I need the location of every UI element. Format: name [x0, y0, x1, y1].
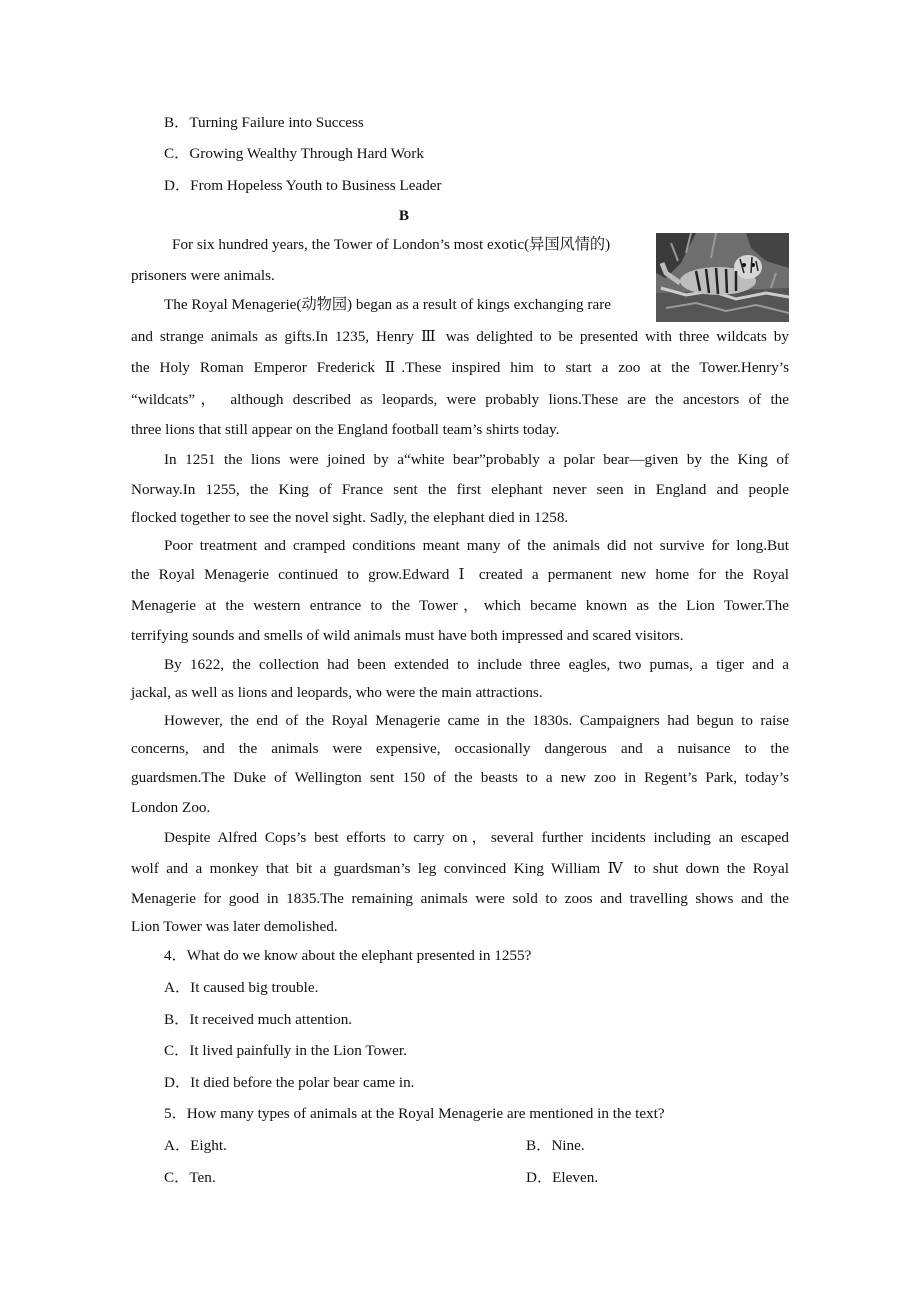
prev-option-c: C．Growing Wealthy Through Hard Work — [164, 145, 424, 162]
prev-option-b: B．Turning Failure into Success — [164, 114, 364, 131]
passage-p6-line4: London Zoo. — [131, 799, 211, 816]
passage-p7-line2: wolf and a monkey that bit a guardsman’s leg convinced King William Ⅳ to shut down the Royal — [131, 860, 789, 877]
passage-p2-line2: and strange animals as gifts.In 1235, Henry Ⅲ was delighted to be presented with three wildcats by — [131, 328, 789, 345]
question-5-stem: 5．How many types of animals at the Royal Menagerie are mentioned in the text? — [164, 1105, 665, 1122]
question-4-stem: 4．What do we know about the elephant presented in 1255? — [164, 947, 532, 964]
q4-option-d[interactable]: D．It died before the polar bear came in. — [164, 1074, 415, 1091]
passage-p1-line2: prisoners were animals. — [131, 267, 275, 284]
passage-p7-line4: Lion Tower was later demolished. — [131, 918, 338, 935]
passage-p3-line2: Norway.In 1255, the King of France sent the first elephant never seen in England and people — [131, 481, 789, 498]
q4-option-c[interactable]: C．It lived painfully in the Lion Tower. — [164, 1042, 407, 1059]
passage-p4-line3: Menagerie at the western entrance to the Tower，which became known as the Lion Tower.The — [131, 597, 789, 614]
passage-p4-line4: terrifying sounds and smells of wild animals must have both impressed and scared visitors. — [131, 627, 684, 644]
passage-p1-line1: For six hundred years, the Tower of London’s most exotic(异国风情的) — [172, 236, 611, 253]
passage-p5-line1: By 1622, the collection had been extended to include three eagles, two pumas, a tiger and a — [164, 656, 789, 673]
passage-p6-line3: guardsmen.The Duke of Wellington sent 150 of the beasts to a new zoo in Regent’s Park, today’s — [131, 769, 789, 786]
passage-p7-line1: Despite Alfred Cops’s best efforts to carry on，several further incidents including an escaped — [164, 829, 789, 846]
passage-p7-line3: Menagerie for good in 1835.The remaining animals were sold to zoos and travelling shows and the — [131, 890, 789, 907]
q4-option-b[interactable]: B．It received much attention. — [164, 1011, 353, 1028]
q5-option-d[interactable]: D．Eleven. — [526, 1169, 599, 1186]
passage-p2-line1: The Royal Menagerie(动物园) began as a result of kings exchanging rare — [164, 296, 612, 313]
passage-p4-line2: the Royal Menagerie continued to grow.Edward Ⅰ created a permanent new home for the Royal — [131, 566, 789, 583]
passage-p4-line1: Poor treatment and cramped conditions meant many of the animals did not survive for long.But — [164, 537, 789, 554]
passage-p3-line3: flocked together to see the novel sight. Sadly, the elephant died in 1258. — [131, 509, 569, 526]
passage-p3-line1: In 1251 the lions were joined by a“white bear”probably a polar bear—given by the King of — [164, 451, 789, 468]
passage-p2-line3: the Holy Roman Emperor Frederick Ⅱ.These inspired him to start a zoo at the Tower.Henry’s — [131, 359, 789, 376]
q4-option-a[interactable]: A．It caused big trouble. — [164, 979, 319, 996]
passage-p6-line2: concerns, and the animals were expensive, occasionally dangerous and a nuisance to the — [131, 740, 789, 757]
passage-p5-line2: jackal, as well as lions and leopards, who were the main attractions. — [131, 684, 543, 701]
q5-option-b[interactable]: B．Nine. — [526, 1137, 585, 1154]
passage-p6-line1: However, the end of the Royal Menagerie came in the 1830s. Campaigners had begun to raise — [164, 712, 789, 729]
prev-option-d: D．From Hopeless Youth to Business Leader — [164, 177, 442, 194]
q5-option-a[interactable]: A．Eight. — [164, 1137, 227, 1154]
passage-p2-line4: “wildcats”， although described as leopards, were probably lions.These are the ancestors of the — [131, 391, 789, 408]
section-heading: B — [398, 207, 410, 224]
q5-option-c[interactable]: C．Ten. — [164, 1169, 216, 1186]
tiger-photo-icon — [656, 233, 789, 322]
passage-p2-line5: three lions that still appear on the England football team’s shirts today. — [131, 421, 560, 438]
